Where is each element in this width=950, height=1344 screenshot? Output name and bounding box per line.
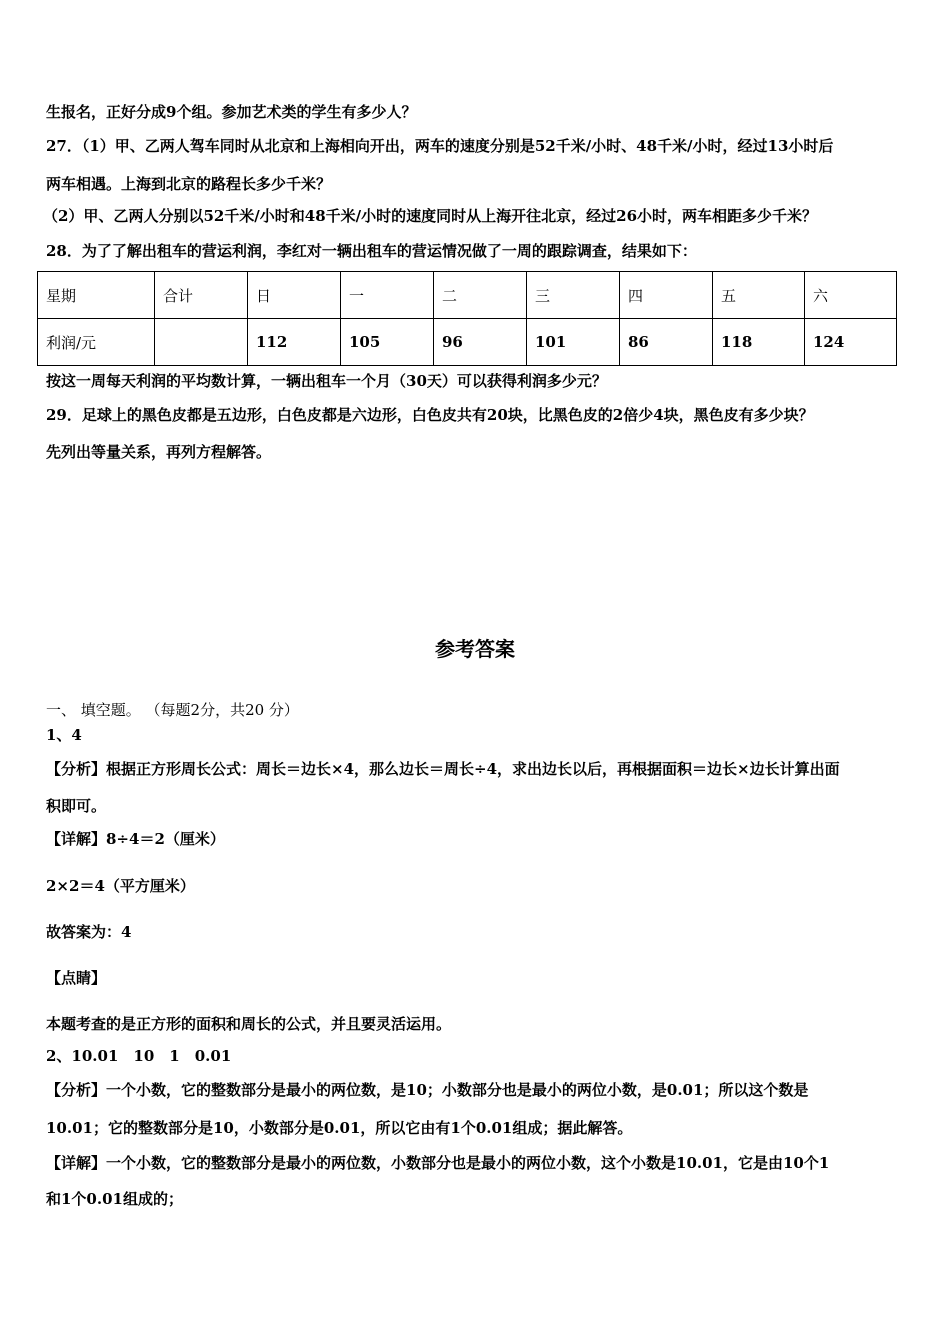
table-cell: 105 [341, 319, 434, 366]
a1-label: 1、4 [46, 726, 82, 744]
table-header-cell: 合计 [155, 272, 248, 319]
a1-analysis-line2: 积即可。 [46, 797, 107, 815]
table-cell: 112 [248, 319, 341, 366]
q27-part2: （2）甲、乙两人分别以52千米/小时和48千米/小时的速度同时从上海开往北京，经过26小时，两车相距多少千米？ [43, 207, 818, 225]
a2-analysis-line1: 【分析】一个小数，它的整数部分是最小的两位数，是10；小数部分也是最小的两位小数，是0.01；所以这个数是 [46, 1081, 809, 1099]
a2-detail-line1: 【详解】一个小数，它的整数部分是最小的两位数，小数部分也是最小的两位小数，这个小数是10.01，它是由10个1 [46, 1154, 830, 1172]
table-cell: 124 [805, 319, 897, 366]
table-header-cell: 六 [805, 272, 897, 319]
a1-calc: 2×2＝4（平方厘米） [46, 877, 195, 895]
table-header-cell: 一 [341, 272, 434, 319]
answers-title: 参考答案 [435, 637, 515, 661]
table-header-cell: 四 [620, 272, 713, 319]
a1-detail: 【详解】8÷4＝2（厘米） [46, 830, 225, 848]
q29-line2: 先列出等量关系，再列方程解答。 [46, 443, 272, 461]
a2-analysis-line2: 10.01；它的整数部分是10，小数部分是0.01，所以它由有1个0.01组成；据此解答。 [46, 1119, 633, 1137]
a2-label: 2、10.01 10 1 0.01 [46, 1047, 232, 1065]
table-cell: 86 [620, 319, 713, 366]
a1-analysis-line1: 【分析】根据正方形周长公式：周长＝边长×4，那么边长＝周长÷4，求出边长以后，再根据面积＝边长×边长计算出面 [46, 760, 840, 778]
table-cell: 118 [713, 319, 805, 366]
table-header-row [38, 272, 897, 319]
q29-line1: 29．足球上的黑色皮都是五边形，白色皮都是六边形，白色皮共有20块，比黑色皮的2倍少4块，黑色皮有多少块？ [46, 406, 814, 424]
q27-part1-line2: 两车相遇。上海到北京的路程长多少千米？ [46, 175, 332, 193]
q26-tail: 生报名，正好分成9个组。参加艺术类的学生有多少人？ [46, 103, 417, 121]
table-header-cell: 五 [713, 272, 805, 319]
row-label-cell: 利润/元 [38, 319, 155, 366]
table-cell: 96 [434, 319, 527, 366]
a1-answer: 故答案为：4 [46, 923, 132, 941]
table-header-cell: 星期 [38, 272, 155, 319]
a1-comment: 本题考查的是正方形的面积和周长的公式，并且要灵活运用。 [46, 1015, 452, 1033]
total-cell [155, 319, 248, 366]
table-cell: 101 [527, 319, 620, 366]
table-header-cell: 二 [434, 272, 527, 319]
q27-part1-line1: 27．（1）甲、乙两人驾车同时从北京和上海相向开出，两车的速度分别是52千米/小时、48千米/小时，经过13小时后 [46, 137, 834, 155]
table-row [38, 319, 897, 366]
profit-table [37, 271, 897, 366]
q28-question: 按这一周每天利润的平均数计算，一辆出租车一个月（30天）可以获得利润多少元？ [46, 372, 607, 390]
a2-detail-line2: 和1个0.01组成的； [46, 1190, 183, 1208]
table-header-cell: 日 [248, 272, 341, 319]
table-header-cell: 三 [527, 272, 620, 319]
q28-intro: 28．为了了解出租车的营运利润，李红对一辆出租车的营运情况做了一周的跟踪调查，结果如下： [46, 242, 697, 260]
section1-heading: 一、 填空题。 （每题2分，共20 分） [46, 701, 299, 719]
a1-comment-label: 【点睛】 [46, 969, 107, 987]
